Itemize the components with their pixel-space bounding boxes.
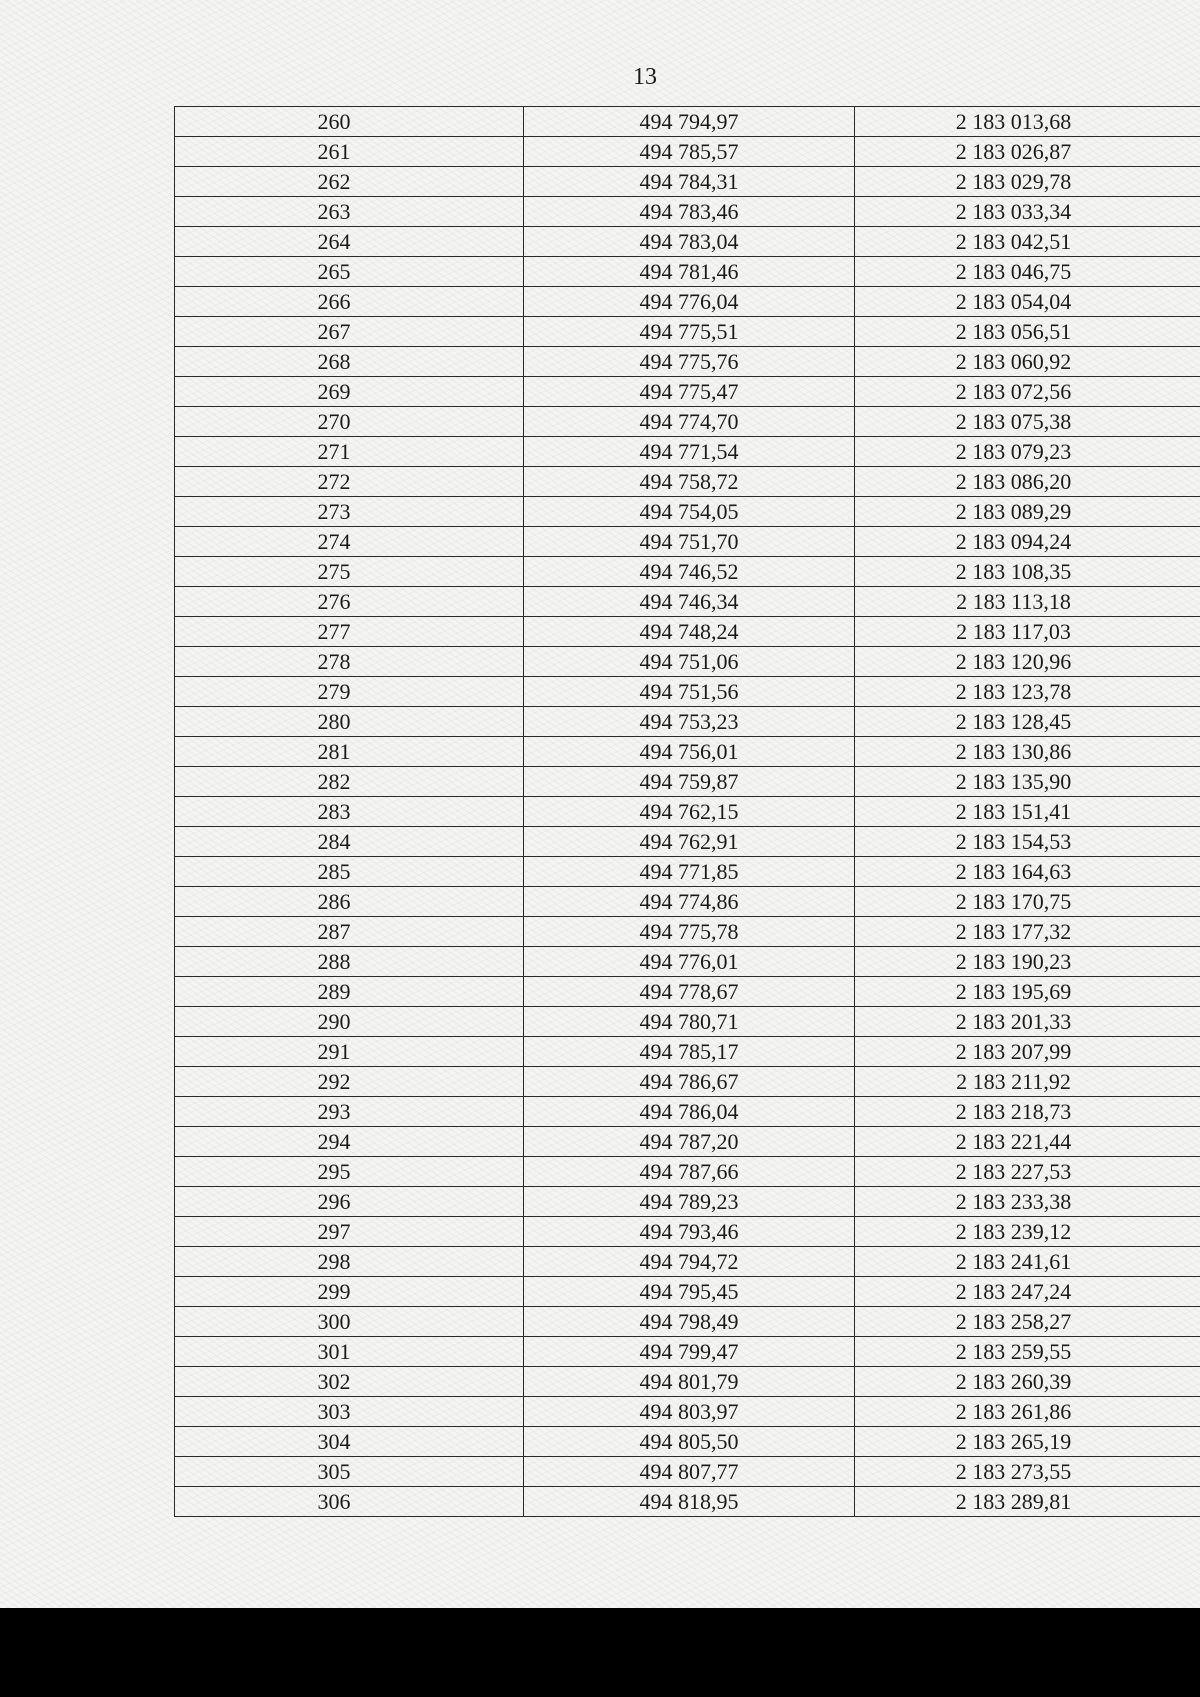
- table-row: [175, 1007, 1200, 1037]
- x-coordinate-cell: 494 778,67: [524, 977, 855, 1007]
- x-coordinate-cell: 494 776,04: [524, 287, 855, 317]
- table-row: [175, 1187, 1200, 1217]
- point-number-cell: 291: [175, 1037, 524, 1067]
- y-coordinate-cell: 2 183 265,19: [855, 1427, 1200, 1457]
- y-coordinate-cell: 2 183 259,55: [855, 1337, 1200, 1367]
- x-coordinate-cell: 494 751,56: [524, 677, 855, 707]
- y-coordinate-cell: 2 183 260,39: [855, 1367, 1200, 1397]
- y-coordinate-cell: 2 183 227,53: [855, 1157, 1200, 1187]
- x-coordinate-cell: 494 787,66: [524, 1157, 855, 1187]
- y-coordinate-cell: 2 183 177,32: [855, 917, 1200, 947]
- x-coordinate-cell: 494 775,76: [524, 347, 855, 377]
- x-coordinate-cell: 494 807,77: [524, 1457, 855, 1487]
- point-number-cell: 290: [175, 1007, 524, 1037]
- y-coordinate-cell: 2 183 273,55: [855, 1457, 1200, 1487]
- y-coordinate-cell: 2 183 042,51: [855, 227, 1200, 257]
- y-coordinate-cell: 2 183 130,86: [855, 737, 1200, 767]
- point-number-cell: 265: [175, 257, 524, 287]
- table-row: [175, 107, 1200, 137]
- y-coordinate-cell: 2 183 195,69: [855, 977, 1200, 1007]
- table-row: [175, 497, 1200, 527]
- table-row: [175, 587, 1200, 617]
- y-coordinate-cell: 2 183 154,53: [855, 827, 1200, 857]
- x-coordinate-cell: 494 803,97: [524, 1397, 855, 1427]
- table-row: [175, 1247, 1200, 1277]
- x-coordinate-cell: 494 746,52: [524, 557, 855, 587]
- page-number: 13: [633, 64, 657, 90]
- table-row: [175, 1457, 1200, 1487]
- table-row: [175, 527, 1200, 557]
- table-row: [175, 677, 1200, 707]
- point-number-cell: 302: [175, 1367, 524, 1397]
- point-number-cell: 272: [175, 467, 524, 497]
- point-number-cell: 268: [175, 347, 524, 377]
- x-coordinate-cell: 494 775,51: [524, 317, 855, 347]
- table-row: [175, 887, 1200, 917]
- point-number-cell: 269: [175, 377, 524, 407]
- point-number-cell: 297: [175, 1217, 524, 1247]
- y-coordinate-cell: 2 183 207,99: [855, 1037, 1200, 1067]
- x-coordinate-cell: 494 787,20: [524, 1127, 855, 1157]
- x-coordinate-cell: 494 818,95: [524, 1487, 855, 1517]
- x-coordinate-cell: 494 795,45: [524, 1277, 855, 1307]
- point-number-cell: 288: [175, 947, 524, 977]
- y-coordinate-cell: 2 183 056,51: [855, 317, 1200, 347]
- point-number-cell: 281: [175, 737, 524, 767]
- table-row: [175, 917, 1200, 947]
- y-coordinate-cell: 2 183 123,78: [855, 677, 1200, 707]
- table-row: [175, 1217, 1200, 1247]
- table-row: [175, 977, 1200, 1007]
- x-coordinate-cell: 494 786,04: [524, 1097, 855, 1127]
- y-coordinate-cell: 2 183 079,23: [855, 437, 1200, 467]
- point-number-cell: 275: [175, 557, 524, 587]
- point-number-cell: 285: [175, 857, 524, 887]
- x-coordinate-cell: 494 798,49: [524, 1307, 855, 1337]
- table-row: [175, 1037, 1200, 1067]
- table-row: [175, 767, 1200, 797]
- y-coordinate-cell: 2 183 218,73: [855, 1097, 1200, 1127]
- x-coordinate-cell: 494 805,50: [524, 1427, 855, 1457]
- point-number-cell: 299: [175, 1277, 524, 1307]
- point-number-cell: 261: [175, 137, 524, 167]
- table-row: [175, 1487, 1200, 1517]
- point-number-cell: 266: [175, 287, 524, 317]
- y-coordinate-cell: 2 183 211,92: [855, 1067, 1200, 1097]
- x-coordinate-cell: 494 762,91: [524, 827, 855, 857]
- x-coordinate-cell: 494 780,71: [524, 1007, 855, 1037]
- y-coordinate-cell: 2 183 258,27: [855, 1307, 1200, 1337]
- table-row: [175, 557, 1200, 587]
- x-coordinate-cell: 494 775,78: [524, 917, 855, 947]
- point-number-cell: 271: [175, 437, 524, 467]
- y-coordinate-cell: 2 183 060,92: [855, 347, 1200, 377]
- table-row: [175, 1097, 1200, 1127]
- table-row: [175, 617, 1200, 647]
- point-number-cell: 287: [175, 917, 524, 947]
- table-row: [175, 1157, 1200, 1187]
- y-coordinate-cell: 2 183 128,45: [855, 707, 1200, 737]
- x-coordinate-cell: 494 771,85: [524, 857, 855, 887]
- point-number-cell: 289: [175, 977, 524, 1007]
- y-coordinate-cell: 2 183 117,03: [855, 617, 1200, 647]
- table-row: [175, 707, 1200, 737]
- point-number-cell: 262: [175, 167, 524, 197]
- y-coordinate-cell: 2 183 190,23: [855, 947, 1200, 977]
- x-coordinate-cell: 494 781,46: [524, 257, 855, 287]
- point-number-cell: 283: [175, 797, 524, 827]
- x-coordinate-cell: 494 801,79: [524, 1367, 855, 1397]
- y-coordinate-cell: 2 183 026,87: [855, 137, 1200, 167]
- point-number-cell: 274: [175, 527, 524, 557]
- x-coordinate-cell: 494 751,06: [524, 647, 855, 677]
- point-number-cell: 296: [175, 1187, 524, 1217]
- table-row: [175, 827, 1200, 857]
- point-number-cell: 264: [175, 227, 524, 257]
- point-number-cell: 276: [175, 587, 524, 617]
- x-coordinate-cell: 494 762,15: [524, 797, 855, 827]
- table-row: [175, 407, 1200, 437]
- x-coordinate-cell: 494 783,04: [524, 227, 855, 257]
- x-coordinate-cell: 494 786,67: [524, 1067, 855, 1097]
- y-coordinate-cell: 2 183 241,61: [855, 1247, 1200, 1277]
- table-row: [175, 287, 1200, 317]
- x-coordinate-cell: 494 784,31: [524, 167, 855, 197]
- table-row: [175, 1067, 1200, 1097]
- point-number-cell: 304: [175, 1427, 524, 1457]
- coordinates-table-body: [175, 107, 1200, 1517]
- table-row: [175, 137, 1200, 167]
- y-coordinate-cell: 2 183 089,29: [855, 497, 1200, 527]
- point-number-cell: 286: [175, 887, 524, 917]
- x-coordinate-cell: 494 771,54: [524, 437, 855, 467]
- table-row: [175, 467, 1200, 497]
- y-coordinate-cell: 2 183 221,44: [855, 1127, 1200, 1157]
- point-number-cell: 300: [175, 1307, 524, 1337]
- table-row: [175, 1127, 1200, 1157]
- y-coordinate-cell: 2 183 013,68: [855, 107, 1200, 137]
- table-row: [175, 797, 1200, 827]
- table-row: [175, 1277, 1200, 1307]
- x-coordinate-cell: 494 789,23: [524, 1187, 855, 1217]
- x-coordinate-cell: 494 794,72: [524, 1247, 855, 1277]
- y-coordinate-cell: 2 183 086,20: [855, 467, 1200, 497]
- table-row: [175, 437, 1200, 467]
- y-coordinate-cell: 2 183 201,33: [855, 1007, 1200, 1037]
- point-number-cell: 295: [175, 1157, 524, 1187]
- table-row: [175, 227, 1200, 257]
- point-number-cell: 263: [175, 197, 524, 227]
- x-coordinate-cell: 494 759,87: [524, 767, 855, 797]
- table-row: [175, 1367, 1200, 1397]
- x-coordinate-cell: 494 799,47: [524, 1337, 855, 1367]
- point-number-cell: 279: [175, 677, 524, 707]
- table-row: [175, 1397, 1200, 1427]
- point-number-cell: 273: [175, 497, 524, 527]
- x-coordinate-cell: 494 783,46: [524, 197, 855, 227]
- table-row: [175, 1427, 1200, 1457]
- point-number-cell: 270: [175, 407, 524, 437]
- x-coordinate-cell: 494 753,23: [524, 707, 855, 737]
- x-coordinate-cell: 494 785,57: [524, 137, 855, 167]
- y-coordinate-cell: 2 183 120,96: [855, 647, 1200, 677]
- point-number-cell: 282: [175, 767, 524, 797]
- coordinates-table: [174, 106, 1200, 1517]
- table-row: [175, 197, 1200, 227]
- table-row: [175, 257, 1200, 287]
- y-coordinate-cell: 2 183 033,34: [855, 197, 1200, 227]
- x-coordinate-cell: 494 774,86: [524, 887, 855, 917]
- x-coordinate-cell: 494 756,01: [524, 737, 855, 767]
- point-number-cell: 280: [175, 707, 524, 737]
- x-coordinate-cell: 494 774,70: [524, 407, 855, 437]
- y-coordinate-cell: 2 183 072,56: [855, 377, 1200, 407]
- point-number-cell: 260: [175, 107, 524, 137]
- point-number-cell: 294: [175, 1127, 524, 1157]
- point-number-cell: 293: [175, 1097, 524, 1127]
- y-coordinate-cell: 2 183 151,41: [855, 797, 1200, 827]
- point-number-cell: 278: [175, 647, 524, 677]
- table-row: [175, 377, 1200, 407]
- y-coordinate-cell: 2 183 094,24: [855, 527, 1200, 557]
- y-coordinate-cell: 2 183 261,86: [855, 1397, 1200, 1427]
- point-number-cell: 292: [175, 1067, 524, 1097]
- point-number-cell: 303: [175, 1397, 524, 1427]
- x-coordinate-cell: 494 776,01: [524, 947, 855, 977]
- x-coordinate-cell: 494 785,17: [524, 1037, 855, 1067]
- table-row: [175, 647, 1200, 677]
- table-row: [175, 317, 1200, 347]
- y-coordinate-cell: 2 183 239,12: [855, 1217, 1200, 1247]
- table-row: [175, 857, 1200, 887]
- x-coordinate-cell: 494 754,05: [524, 497, 855, 527]
- x-coordinate-cell: 494 793,46: [524, 1217, 855, 1247]
- y-coordinate-cell: 2 183 164,63: [855, 857, 1200, 887]
- scan-bottom-band: [0, 1608, 1200, 1697]
- y-coordinate-cell: 2 183 108,35: [855, 557, 1200, 587]
- point-number-cell: 277: [175, 617, 524, 647]
- y-coordinate-cell: 2 183 135,90: [855, 767, 1200, 797]
- x-coordinate-cell: 494 775,47: [524, 377, 855, 407]
- table-row: [175, 167, 1200, 197]
- table-row: [175, 1307, 1200, 1337]
- point-number-cell: 267: [175, 317, 524, 347]
- x-coordinate-cell: 494 751,70: [524, 527, 855, 557]
- x-coordinate-cell: 494 748,24: [524, 617, 855, 647]
- y-coordinate-cell: 2 183 046,75: [855, 257, 1200, 287]
- y-coordinate-cell: 2 183 233,38: [855, 1187, 1200, 1217]
- x-coordinate-cell: 494 794,97: [524, 107, 855, 137]
- y-coordinate-cell: 2 183 029,78: [855, 167, 1200, 197]
- table-row: [175, 737, 1200, 767]
- point-number-cell: 305: [175, 1457, 524, 1487]
- y-coordinate-cell: 2 183 170,75: [855, 887, 1200, 917]
- y-coordinate-cell: 2 183 247,24: [855, 1277, 1200, 1307]
- y-coordinate-cell: 2 183 289,81: [855, 1487, 1200, 1517]
- y-coordinate-cell: 2 183 113,18: [855, 587, 1200, 617]
- table-row: [175, 1337, 1200, 1367]
- y-coordinate-cell: 2 183 054,04: [855, 287, 1200, 317]
- point-number-cell: 284: [175, 827, 524, 857]
- point-number-cell: 298: [175, 1247, 524, 1277]
- x-coordinate-cell: 494 758,72: [524, 467, 855, 497]
- y-coordinate-cell: 2 183 075,38: [855, 407, 1200, 437]
- x-coordinate-cell: 494 746,34: [524, 587, 855, 617]
- table-row: [175, 347, 1200, 377]
- table-row: [175, 947, 1200, 977]
- point-number-cell: 306: [175, 1487, 524, 1517]
- point-number-cell: 301: [175, 1337, 524, 1367]
